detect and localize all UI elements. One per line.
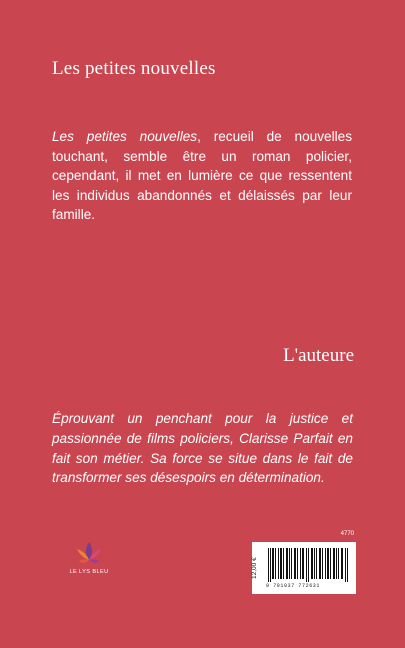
summary-title-italic: Les petites nouvelles (52, 129, 198, 144)
author-heading: L'auteure (283, 345, 354, 366)
publisher-logo (66, 540, 112, 575)
price-label: 12,00 € (251, 557, 258, 579)
reference-number: 4770 (340, 531, 354, 537)
barcode-bars (268, 548, 350, 582)
author-bio: Éprouvant un penchant pour la justice et passionnée de films policiers, Clarisse Parfait en fait son métier. Sa force se situe dans le fait de transformer ses désespoirs en détermination. (52, 411, 353, 486)
book-summary (52, 127, 352, 225)
summary-text: , recueil de nouvelles touchant, semble être un roman policier, cependant, il met en lumière ce que ressentent les individus abandonnés et délaissés par leur famille. (52, 129, 352, 223)
publisher-name: LE LYS BLEU (69, 569, 109, 575)
barcode-digits: 9 791037 772631 (266, 583, 321, 589)
lily-flower-icon (74, 540, 104, 568)
book-title: Les petites nouvelles (52, 58, 216, 79)
